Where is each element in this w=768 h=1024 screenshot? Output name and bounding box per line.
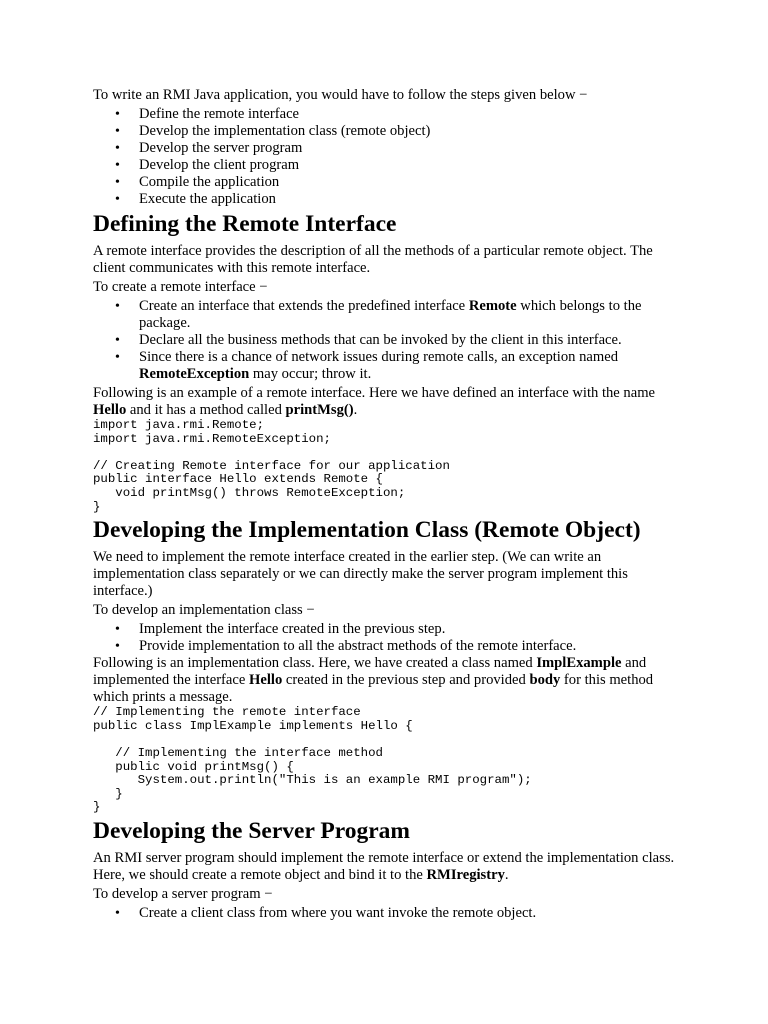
bold-term: printMsg() [285, 402, 354, 418]
text-run: Since there is a chance of network issues during remote calls, an exception named [139, 349, 618, 365]
text-run: An RMI server program should implement the remote interface or extend the implementation class. Here, we should create a remote object and bind it to the [93, 849, 675, 883]
bold-term: ImplExample [536, 655, 622, 672]
paragraph: To develop an implementation class − [93, 602, 315, 619]
steps-list [93, 106, 683, 208]
list-item: • Define the remote interface [139, 106, 683, 123]
section-heading-server-program: Developing the Server Program [93, 817, 410, 844]
text-run: may occur; throw it. [249, 366, 372, 382]
text-run: . [353, 402, 358, 418]
paragraph: A remote interface provides the description of all the methods of a particular remote object. The client communicates with this remote interface. [93, 243, 653, 276]
document-page [93, 87, 683, 922]
list-item: • Create a client class from where you want invoke the remote object. [139, 905, 683, 922]
list-item: • Develop the client program [139, 157, 683, 174]
bold-term: Hello [93, 402, 127, 418]
text-run: . [504, 866, 509, 883]
text-run: created in the previous step and provided [282, 672, 530, 689]
bold-term: RemoteException [139, 366, 250, 382]
paragraph [93, 655, 683, 706]
text-run: which belongs to the package. [139, 298, 642, 331]
intro-text: To write an RMI Java application, you would have to follow the steps given below − [93, 87, 588, 103]
bold-term: body [529, 672, 561, 689]
paragraph: We need to implement the remote interface created in the earlier step. (We can write an implementation class separately or we can directly make the server program implement this interface.) [93, 549, 628, 600]
list-item [139, 298, 683, 332]
section-heading-remote-interface: Defining the Remote Interface [93, 211, 397, 237]
bold-term: Remote [468, 298, 517, 314]
list-item: • Compile the application [139, 174, 683, 191]
text-run: and implemented the interface [93, 655, 647, 689]
text-run: for this method which prints a message. [93, 672, 654, 706]
bullet-list [93, 298, 683, 383]
list-item: • Develop the implementation class (remote object) [139, 123, 683, 140]
text-run: Create an interface that extends the predefined interface [139, 298, 469, 314]
bold-term: Hello [249, 672, 283, 689]
code-block: import java.rmi.Remote; import java.rmi.RemoteException; // Creating Remote interface for our application public interface Hello extends Remote { void printMsg() throws RemoteException; } [93, 418, 450, 514]
text-run: Following is an example of a remote interface. Here we have defined an interface with the name [93, 385, 656, 401]
paragraph [93, 850, 683, 884]
paragraph: To create a remote interface − [93, 279, 268, 295]
list-item: • Implement the interface created in the previous step. [139, 621, 683, 638]
list-item: • Execute the application [139, 191, 683, 208]
bullet-list [93, 905, 683, 922]
paragraph: To develop a server program − [93, 885, 273, 902]
list-item: • Develop the server program [139, 140, 683, 157]
bullet-list [93, 621, 683, 655]
paragraph [93, 385, 683, 419]
section-heading-implementation-class: Developing the Implementation Class (Remote Object) [93, 517, 641, 544]
text-run: Following is an implementation class. Here, we have created a class named [93, 655, 537, 672]
code-block: // Implementing the remote interface public class ImplExample implements Hello { // Implementing the interface method public void printMsg() { System.out.println("This is an example RMI program"); } } [93, 705, 532, 815]
bold-term: RMIregistry [426, 866, 505, 883]
list-item: • Declare all the business methods that can be invoked by the client in this interface. [139, 332, 683, 349]
list-item [139, 349, 683, 383]
list-item: • Provide implementation to all the abstract methods of the remote interface. [139, 638, 683, 655]
text-run: and it has a method called [126, 402, 286, 418]
